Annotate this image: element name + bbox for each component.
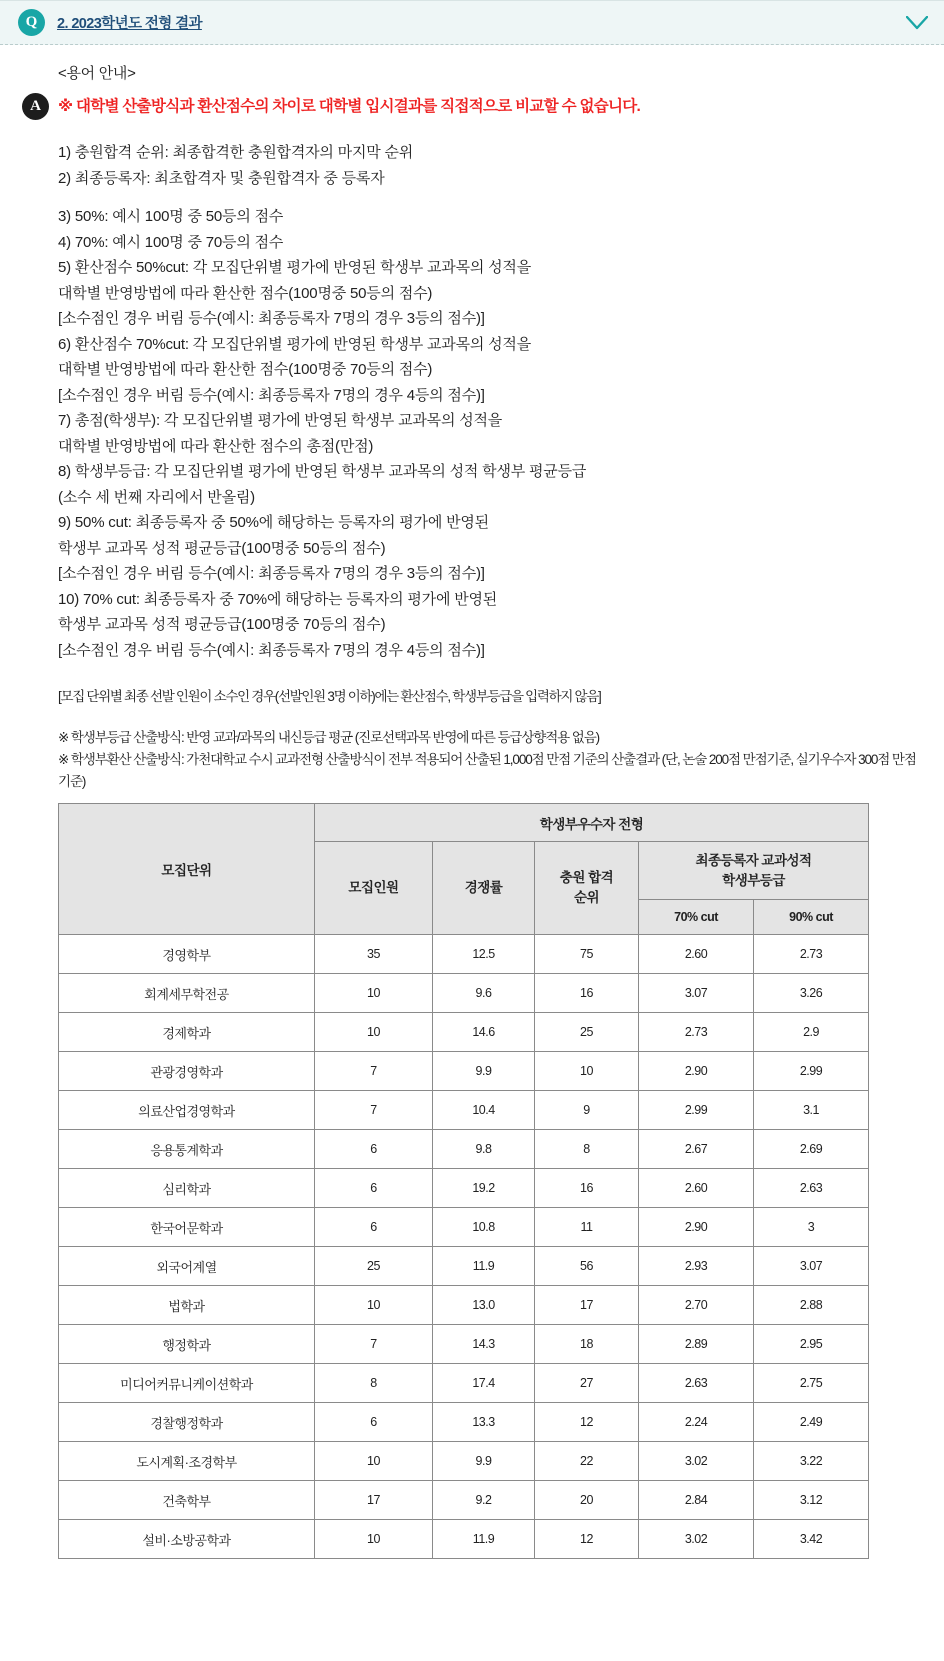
cell-cut90: 2.63: [754, 1169, 869, 1208]
cell-cut70: 2.70: [639, 1286, 754, 1325]
cell-ratio: 9.9: [433, 1052, 535, 1091]
note-line: 6) 환산점수 70%cut: 각 모집단위별 평가에 반영된 학생부 교과목의 성적을: [58, 335, 531, 353]
cell-cut90: 2.75: [754, 1364, 869, 1403]
cell-unit: 관광경영학과: [59, 1052, 315, 1091]
comparison-warning-text: ※ 대학별 산출방식과 환산점수의 차이로 대학별 입시결과를 직접적으로 비교할 수 없습니다.: [58, 98, 641, 115]
cell-unit: 의료산업경영학과: [59, 1091, 315, 1130]
note-line: [소수점인 경우 버림 등수(예시: 최종등록자 7명의 경우 4등의 점수)]: [58, 386, 485, 404]
cell-unit: 미디어커뮤니케이션학과: [59, 1364, 315, 1403]
table-row: [59, 974, 869, 1013]
cell-cut70: 2.67: [639, 1130, 754, 1169]
cell-unit: 법학과: [59, 1286, 315, 1325]
col-header-group: 학생부우수자 전형: [315, 804, 869, 842]
table-row: [59, 1169, 869, 1208]
cell-rank: 18: [535, 1325, 639, 1364]
cell-ratio: 11.9: [433, 1247, 535, 1286]
cell-rank: 16: [535, 974, 639, 1013]
chevron-down-icon[interactable]: [904, 10, 930, 36]
cell-unit: 회계세무학전공: [59, 974, 315, 1013]
table-row: [59, 1052, 869, 1091]
col-header-quota: 모집인원: [315, 842, 433, 935]
col-header-cut90: 90% cut: [754, 900, 869, 935]
cell-rank: 17: [535, 1286, 639, 1325]
note-line: 대학별 반영방법에 따라 환산한 점수(100명중 50등의 점수): [58, 284, 433, 302]
grade-calculation-note: ※ 학생부등급 산출방식: 반영 교과/과목의 내신등급 평균 (진로선택과목 반영에 따른 등급상향적용 없음): [58, 730, 600, 745]
note-line: 7) 총점(학생부): 각 모집단위별 평가에 반영된 학생부 교과목의 성적을: [58, 412, 503, 429]
note-line: 대학별 반영방법에 따라 환산한 점수(100명중 70등의 점수): [58, 361, 433, 378]
table-body: [59, 935, 869, 1559]
table-row: [59, 935, 869, 974]
cell-cut90: 2.69: [754, 1130, 869, 1169]
note-line: 학생부 교과목 성적 평균등급(100명중 50등의 점수): [58, 539, 386, 557]
cell-cut90: 2.73: [754, 935, 869, 974]
table-row: [59, 1208, 869, 1247]
cell-rank: 22: [535, 1442, 639, 1481]
note-line: [소수점인 경우 버림 등수(예시: 최종등록자 7명의 경우 4등의 점수)]: [58, 641, 485, 659]
cell-rank: 9: [535, 1091, 639, 1130]
cell-cut70: 2.89: [639, 1325, 754, 1364]
table-row: [59, 1364, 869, 1403]
cell-cut70: 3.07: [639, 974, 754, 1013]
col-header-rank-line1: 충원 합격: [559, 870, 614, 885]
cell-ratio: 9.9: [433, 1442, 535, 1481]
cell-unit: 한국어문학과: [59, 1208, 315, 1247]
cell-cut90: 3.26: [754, 974, 869, 1013]
terminology-notes: [58, 140, 922, 663]
note-line: 4) 70%: 예시 100명 중 70등의 점수: [58, 233, 284, 251]
cell-rank: 11: [535, 1208, 639, 1247]
cell-unit: 행정학과: [59, 1325, 315, 1364]
note-line: 1) 충원합격 순위: 최종합격한 충원합격자의 마지막 순위: [58, 144, 414, 161]
cell-cut90: 2.95: [754, 1325, 869, 1364]
cell-cut70: 3.02: [639, 1442, 754, 1481]
note-line: 대학별 반영방법에 따라 환산한 점수의 총점(만점): [58, 437, 374, 455]
cell-ratio: 19.2: [433, 1169, 535, 1208]
faq-question-header[interactable]: [0, 0, 944, 45]
col-header-cut70: 70% cut: [639, 900, 754, 935]
cell-cut90: 2.88: [754, 1286, 869, 1325]
note-line: 2) 최종등록자: 최초합격자 및 충원합격자 중 등록자: [58, 169, 385, 187]
note-line: 9) 50% cut: 최종등록자 중 50%에 해당하는 등록자의 평가에 반영된: [58, 514, 489, 531]
cell-quota: 10: [315, 974, 433, 1013]
cell-unit: 경찰행정학과: [59, 1403, 315, 1442]
table-row: [59, 1520, 869, 1559]
admission-results-table: [58, 803, 869, 1559]
cell-quota: 10: [315, 1013, 433, 1052]
cell-unit: 경영학부: [59, 935, 315, 974]
note-line: 5) 환산점수 50%cut: 각 모집단위별 평가에 반영된 학생부 교과목의 성적을: [58, 259, 531, 276]
cell-quota: 8: [315, 1364, 433, 1403]
question-badge: Q: [18, 9, 45, 36]
cell-cut70: 2.24: [639, 1403, 754, 1442]
col-header-grade-line1: 최종등록자 교과성적: [695, 852, 812, 868]
answer-badge: A: [22, 93, 49, 120]
table-row: [59, 1130, 869, 1169]
cell-unit: 심리학과: [59, 1169, 315, 1208]
table-row: [59, 1481, 869, 1520]
cell-cut70: 2.63: [639, 1364, 754, 1403]
note-line: [소수점인 경우 버림 등수(예시: 최종등록자 7명의 경우 3등의 점수)]: [58, 565, 485, 582]
col-header-ratio: 경쟁률: [433, 842, 535, 935]
cell-ratio: 17.4: [433, 1364, 535, 1403]
cell-cut90: 3.12: [754, 1481, 869, 1520]
cell-rank: 8: [535, 1130, 639, 1169]
faq-answer-body: [0, 45, 944, 1569]
cell-unit: 설비·소방공학과: [59, 1520, 315, 1559]
table-row: [59, 1013, 869, 1052]
term-guide-title: <용어 안내>: [58, 65, 136, 82]
cell-cut70: 2.84: [639, 1481, 754, 1520]
cell-cut90: 3.42: [754, 1520, 869, 1559]
cell-unit: 건축학부: [59, 1481, 315, 1520]
note-line: (소수 세 번째 자리에서 반올림): [58, 488, 255, 506]
cell-ratio: 14.3: [433, 1325, 535, 1364]
faq-question-title[interactable]: 2. 2023학년도 전형 결과: [57, 16, 202, 32]
cell-unit: 경제학과: [59, 1013, 315, 1052]
cell-ratio: 9.2: [433, 1481, 535, 1520]
table-row: [59, 1442, 869, 1481]
cell-cut70: 2.73: [639, 1013, 754, 1052]
cell-cut90: 3.07: [754, 1247, 869, 1286]
cell-rank: 10: [535, 1052, 639, 1091]
table-header-row-1: [59, 804, 869, 842]
cell-quota: 35: [315, 935, 433, 974]
cell-ratio: 14.6: [433, 1013, 535, 1052]
cell-cut90: 2.49: [754, 1403, 869, 1442]
cell-ratio: 10.4: [433, 1091, 535, 1130]
cell-cut90: 3: [754, 1208, 869, 1247]
note-line: 8) 학생부등급: 각 모집단위별 평가에 반영된 학생부 교과목의 성적 학생부 평균등급: [58, 463, 587, 480]
col-header-grade-line2: 학생부등급: [722, 872, 785, 888]
col-header-unit: 모집단위: [59, 804, 315, 935]
cell-ratio: 9.6: [433, 974, 535, 1013]
cell-rank: 20: [535, 1481, 639, 1520]
cell-rank: 16: [535, 1169, 639, 1208]
cell-cut70: 2.60: [639, 935, 754, 974]
cell-unit: 응용통계학과: [59, 1130, 315, 1169]
answer-warning-row: [22, 93, 922, 120]
table-row: [59, 1247, 869, 1286]
cell-rank: 12: [535, 1520, 639, 1559]
note-line: 학생부 교과목 성적 평균등급(100명중 70등의 점수): [58, 616, 386, 633]
note-line: 10) 70% cut: 최종등록자 중 70%에 해당하는 등록자의 평가에 반영된: [58, 590, 498, 608]
col-header-grade: [639, 842, 869, 900]
cell-quota: 6: [315, 1208, 433, 1247]
table-row: [59, 1403, 869, 1442]
table-row: [59, 1091, 869, 1130]
cell-rank: 75: [535, 935, 639, 974]
cell-quota: 7: [315, 1091, 433, 1130]
cell-quota: 17: [315, 1481, 433, 1520]
cell-ratio: 12.5: [433, 935, 535, 974]
cell-ratio: 10.8: [433, 1208, 535, 1247]
cell-rank: 56: [535, 1247, 639, 1286]
cell-rank: 25: [535, 1013, 639, 1052]
cell-cut90: 2.99: [754, 1052, 869, 1091]
col-header-rank-line2: 순위: [573, 890, 600, 905]
cell-cut90: 3.22: [754, 1442, 869, 1481]
cell-cut70: 3.02: [639, 1520, 754, 1559]
cell-quota: 6: [315, 1169, 433, 1208]
cell-cut70: 2.90: [639, 1208, 754, 1247]
cell-ratio: 9.8: [433, 1130, 535, 1169]
cell-unit: 외국어계열: [59, 1247, 315, 1286]
score-conversion-note: ※ 학생부환산 산출방식: 가천대학교 수시 교과전형 산출방식이 전부 적용되어 산출된 1,000점 만점 기준의 산출결과 (단, 논술 200점 만점기준, 실기우수자 300점 만점기준): [58, 752, 916, 789]
cell-ratio: 11.9: [433, 1520, 535, 1559]
cell-cut70: 2.90: [639, 1052, 754, 1091]
calculation-method-notes: [58, 727, 922, 793]
note-spacer: [58, 191, 922, 204]
cell-ratio: 13.0: [433, 1286, 535, 1325]
table-row: [59, 1286, 869, 1325]
cell-cut70: 2.60: [639, 1169, 754, 1208]
small-quota-note: [모집 단위별 최종 선발 인원이 소수인 경우(선발인원 3명 이하)에는 환산점수, 학생부등급을 입력하지 않음]: [58, 689, 601, 704]
col-header-rank: [535, 842, 639, 935]
cell-cut70: 2.99: [639, 1091, 754, 1130]
cell-quota: 7: [315, 1325, 433, 1364]
cell-quota: 6: [315, 1130, 433, 1169]
note-line: [소수점인 경우 버림 등수(예시: 최종등록자 7명의 경우 3등의 점수)]: [58, 310, 485, 327]
cell-cut90: 2.9: [754, 1013, 869, 1052]
table-header: [59, 804, 869, 935]
cell-rank: 27: [535, 1364, 639, 1403]
cell-cut70: 2.93: [639, 1247, 754, 1286]
cell-quota: 7: [315, 1052, 433, 1091]
cell-quota: 10: [315, 1286, 433, 1325]
cell-ratio: 13.3: [433, 1403, 535, 1442]
cell-quota: 10: [315, 1442, 433, 1481]
cell-quota: 6: [315, 1403, 433, 1442]
cell-cut90: 3.1: [754, 1091, 869, 1130]
cell-rank: 12: [535, 1403, 639, 1442]
cell-quota: 10: [315, 1520, 433, 1559]
note-line: 3) 50%: 예시 100명 중 50등의 점수: [58, 208, 284, 225]
cell-quota: 25: [315, 1247, 433, 1286]
table-row: [59, 1325, 869, 1364]
cell-unit: 도시계획·조경학부: [59, 1442, 315, 1481]
